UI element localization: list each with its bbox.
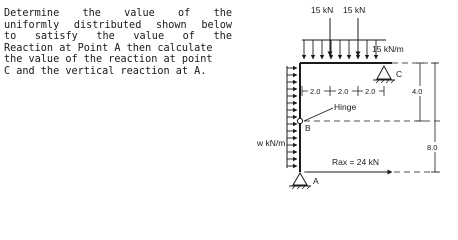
word: shown [155, 19, 187, 31]
span-label: 2.0 [365, 87, 376, 96]
hinge-label: Hinge [334, 102, 357, 112]
point-load-label: 15 kN [343, 5, 366, 15]
word: the [213, 31, 232, 43]
word: the [213, 8, 232, 19]
support-c [373, 66, 395, 83]
problem-line-5: the value of the reaction at point [4, 54, 213, 66]
word: satisfy [34, 31, 78, 43]
problem-line-6: C and the vertical reaction at A. [4, 65, 207, 77]
beam-udl-label: 15 kN/m [372, 44, 404, 54]
word: value [124, 8, 155, 19]
point-c-label: C [396, 69, 403, 79]
column-udl-label: w kN/m [257, 138, 286, 148]
word: uniformly [4, 19, 60, 31]
dim-total-label: 8.0 [427, 143, 438, 152]
point-b-label: B [305, 123, 311, 133]
point-load-label: 15 kN [311, 5, 334, 15]
hinge-leader [304, 108, 333, 121]
problem-line-4: Reaction at Point A then calculate [4, 42, 213, 54]
word: the [96, 31, 115, 43]
support-a [289, 173, 311, 189]
height-dimensions [416, 63, 439, 172]
word: to [4, 31, 17, 43]
word: of [182, 31, 195, 43]
column-udl-arrows [287, 68, 297, 166]
point-load-arrows [330, 18, 358, 56]
reaction-label: Rax = 24 kN [332, 157, 380, 167]
word: below [201, 19, 232, 31]
span-label: 2.0 [310, 87, 321, 96]
word: distributed [73, 19, 142, 31]
word: value [133, 31, 165, 43]
word: Determine [4, 8, 60, 19]
word: the [82, 8, 101, 19]
beam-udl-arrows [304, 40, 376, 59]
span-label: 2.0 [338, 87, 349, 96]
word: of [178, 8, 191, 19]
point-a-label: A [313, 176, 319, 186]
dim-upper-label: 4.0 [412, 87, 423, 96]
hinge-pin [297, 118, 302, 123]
